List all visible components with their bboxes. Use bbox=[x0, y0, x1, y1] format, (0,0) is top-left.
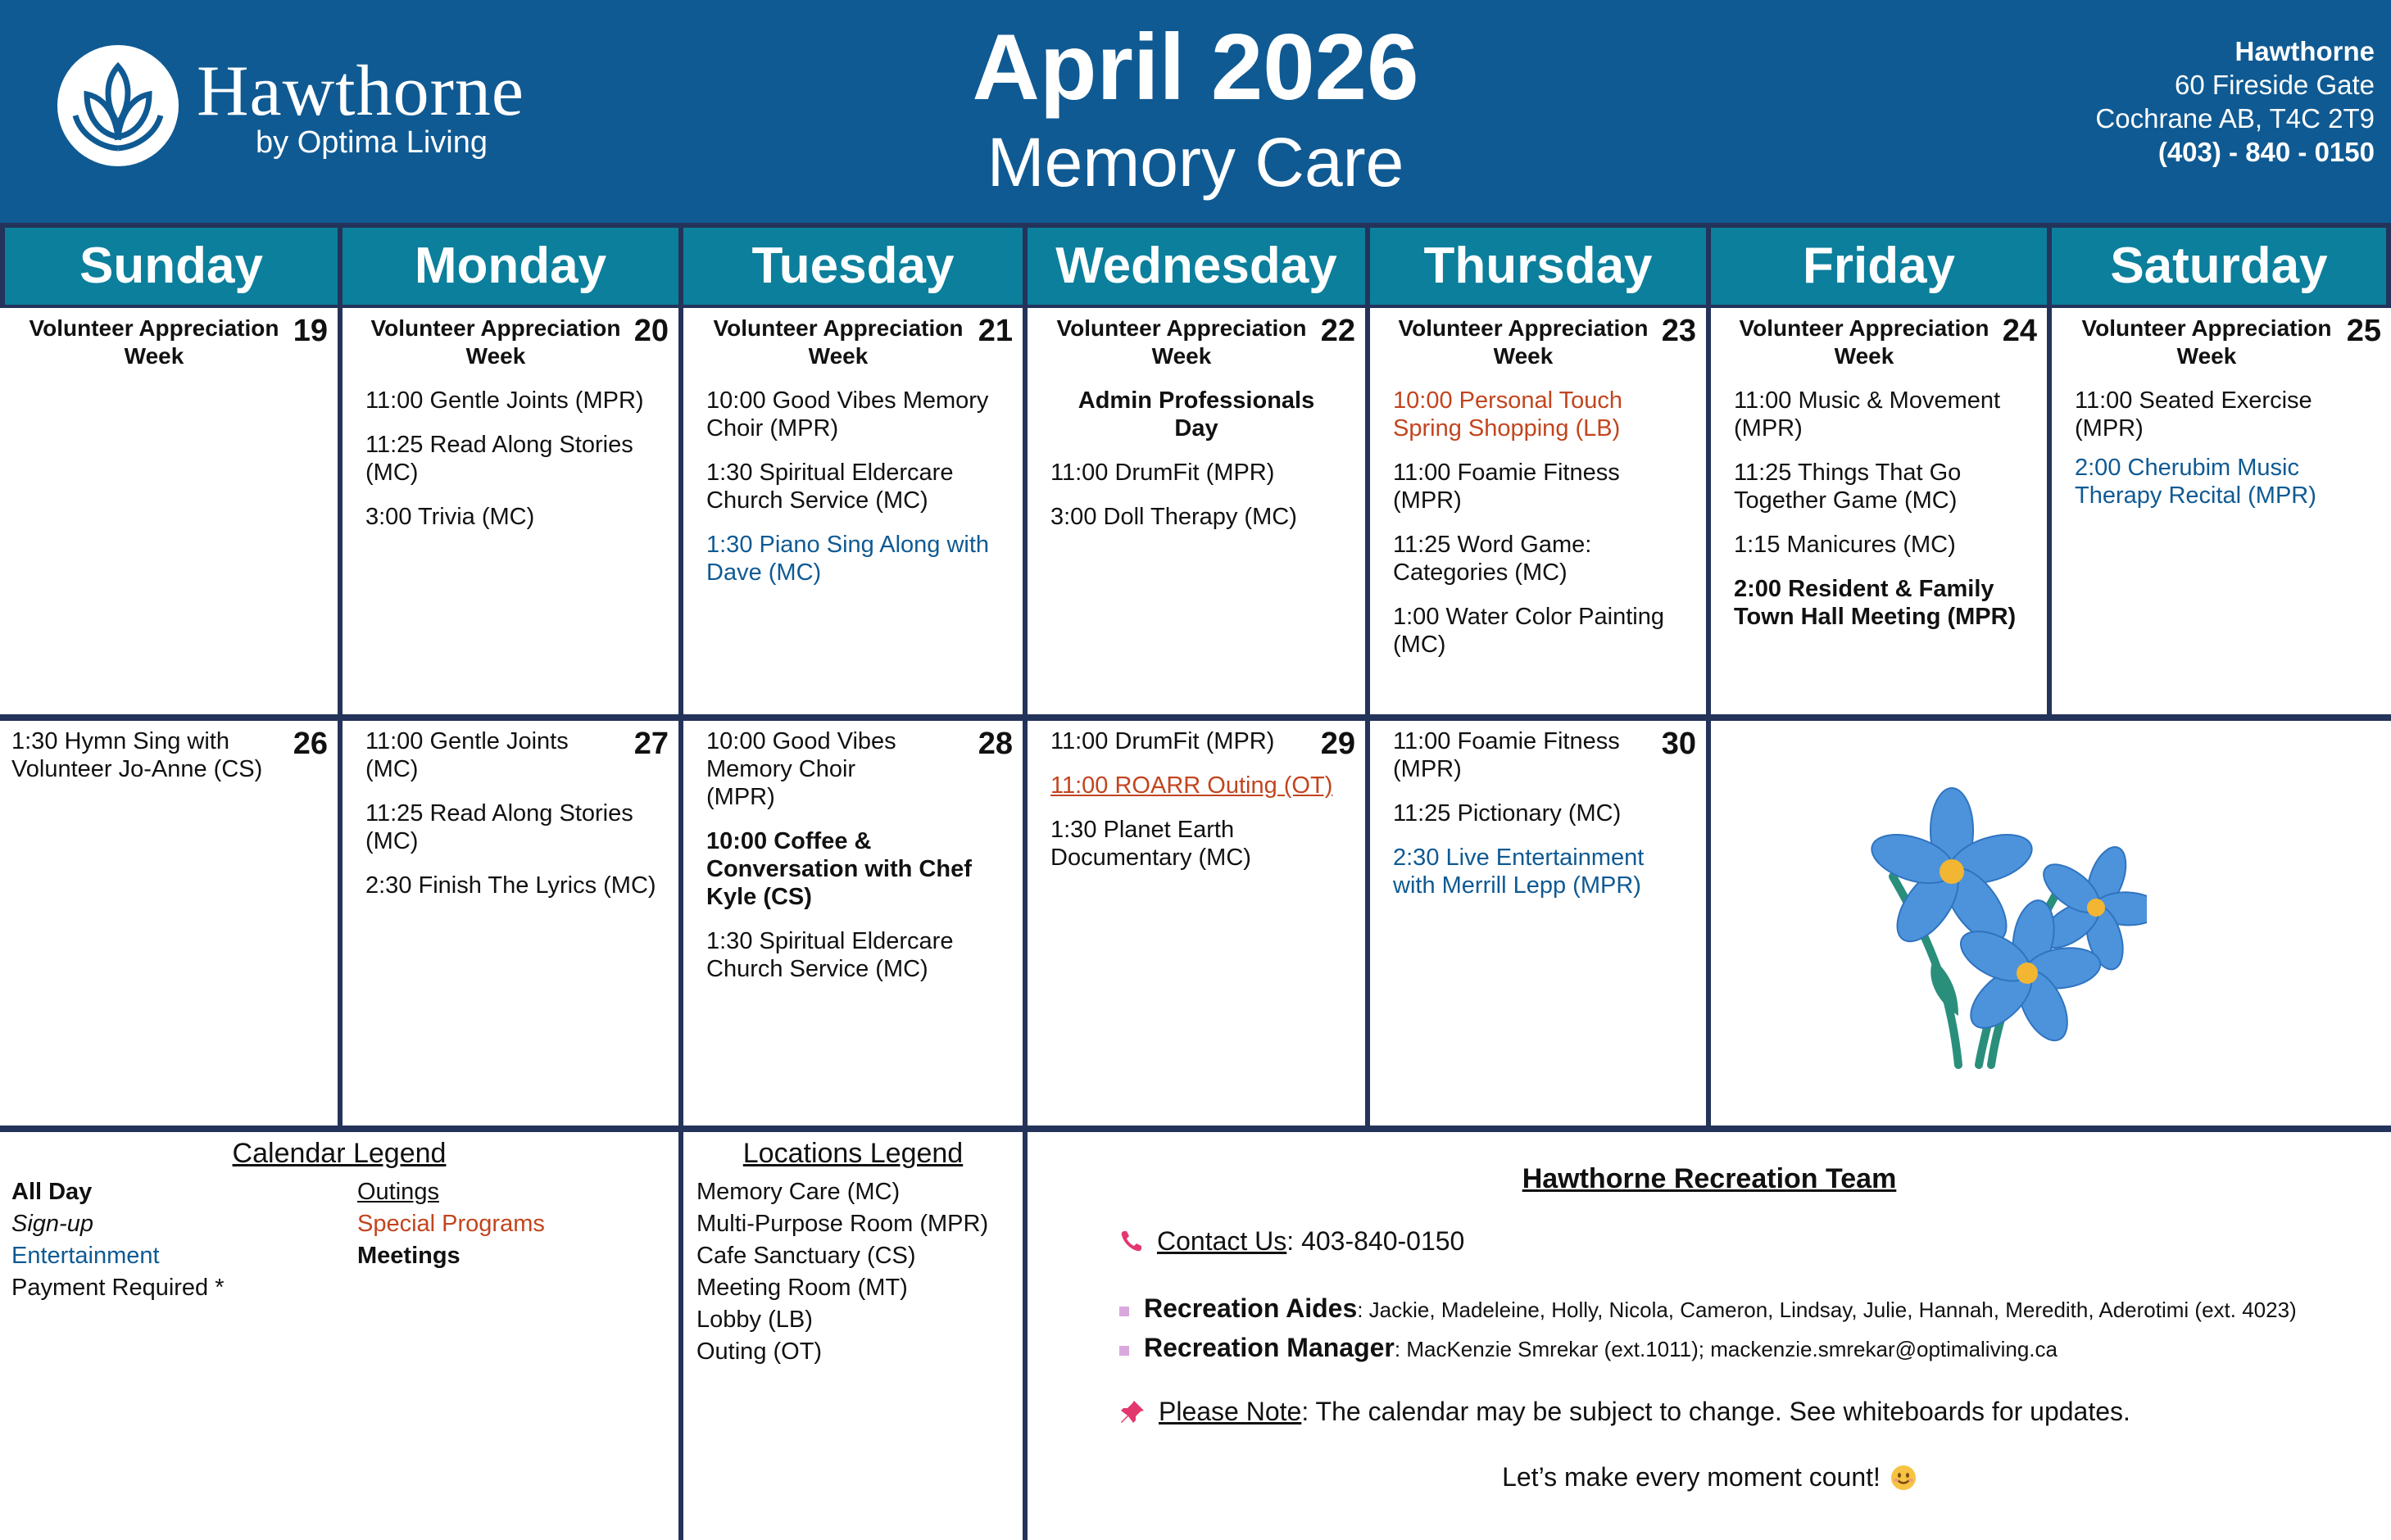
calendar-legend-title: Calendar Legend bbox=[232, 1138, 447, 1169]
contact-address-block bbox=[2095, 34, 2375, 169]
day-number: 27 bbox=[633, 727, 669, 761]
day-number: 23 bbox=[1661, 314, 1696, 348]
aides-label: Recreation Aides bbox=[1144, 1293, 1358, 1323]
weekday-saturday: Saturday bbox=[2052, 228, 2386, 305]
day-theme: Volunteer Appreciation Week bbox=[370, 315, 621, 369]
event-item: 11:00 Seated Exercise (MPR) bbox=[2075, 387, 2312, 442]
team-manager-line bbox=[1119, 1334, 2058, 1363]
blue-flowers-illustration bbox=[1835, 770, 2147, 1081]
day-theme: Volunteer Appreciation Week bbox=[2081, 315, 2332, 369]
note-value: : The calendar may be subject to change. See whiteboards for updates. bbox=[1301, 1397, 2130, 1426]
event-item: 3:00 Doll Therapy (MC) bbox=[1050, 504, 1297, 530]
day-cell-24 bbox=[1711, 308, 2047, 714]
event-item: 11:25 Things That Go Together Game (MC) bbox=[1734, 460, 1962, 514]
event-item: 11:00 Gentle Joints (MPR) bbox=[365, 387, 644, 414]
day-number: 25 bbox=[2346, 314, 2381, 348]
event-item: 11:00 DrumFit (MPR) bbox=[1050, 728, 1275, 754]
event-item: 11:00 Foamie Fitness (MPR) bbox=[1393, 728, 1620, 782]
event-item: 1:00 Water Color Painting (MC) bbox=[1393, 604, 1664, 658]
event-item: 11:00 Foamie Fitness (MPR) bbox=[1393, 460, 1620, 514]
brand-name: Hawthorne bbox=[197, 52, 524, 131]
recreation-team-panel bbox=[1028, 1132, 2391, 1540]
event-item: 1:30 Planet Earth Documentary (MC) bbox=[1050, 817, 1251, 871]
location-item: Multi-Purpose Room (MPR) bbox=[696, 1211, 989, 1237]
weekday-header-row bbox=[0, 223, 2391, 308]
day-cell-23 bbox=[1370, 308, 1706, 714]
day-cell-26 bbox=[0, 721, 338, 1126]
location-item: Outing (OT) bbox=[696, 1338, 823, 1365]
event-item-special: 10:00 Personal Touch Spring Shopping (LB) bbox=[1393, 387, 1623, 442]
location-item: Meeting Room (MT) bbox=[696, 1275, 908, 1301]
square-bullet-icon bbox=[1119, 1346, 1129, 1356]
contact-city: Cochrane AB, T4C 2T9 bbox=[2095, 103, 2375, 134]
day-cell-25 bbox=[2052, 308, 2391, 714]
day-number: 30 bbox=[1661, 727, 1696, 761]
event-item: 1:15 Manicures (MC) bbox=[1734, 532, 1956, 558]
closing-text: Let’s make every moment count! bbox=[1502, 1462, 1881, 1492]
legend-meetings: Meetings bbox=[357, 1243, 461, 1269]
event-all-day: Admin Professionals Day bbox=[1078, 387, 1315, 442]
day-cell-20 bbox=[343, 308, 678, 714]
header-banner bbox=[0, 0, 2391, 223]
day-theme: Volunteer Appreciation Week bbox=[29, 315, 279, 369]
calendar-legend bbox=[0, 1132, 678, 1540]
day-cell-30 bbox=[1370, 721, 1706, 1126]
event-item: 11:00 Music & Movement (MPR) bbox=[1734, 387, 2001, 442]
day-number: 29 bbox=[1320, 727, 1355, 761]
contact-street: 60 Fireside Gate bbox=[2175, 70, 2375, 100]
event-item-entertainment: 2:00 Cherubim Music Therapy Recital (MPR) bbox=[2075, 455, 2316, 509]
team-title: Hawthorne Recreation Team bbox=[1522, 1163, 1897, 1194]
day-theme: Volunteer Appreciation Week bbox=[1056, 315, 1307, 369]
event-item: 3:00 Trivia (MC) bbox=[365, 504, 535, 530]
phone-icon bbox=[1119, 1229, 1144, 1253]
day-number: 19 bbox=[293, 314, 328, 348]
manager-label: Recreation Manager bbox=[1144, 1333, 1395, 1362]
closing-line bbox=[1028, 1463, 2391, 1491]
event-item: 11:25 Read Along Stories (MC) bbox=[365, 800, 633, 854]
weekday-friday: Friday bbox=[1711, 228, 2047, 305]
locations-legend-title: Locations Legend bbox=[742, 1138, 964, 1169]
day-number: 22 bbox=[1320, 314, 1355, 348]
event-item-meeting: 2:00 Resident & Family Town Hall Meeting (MPR) bbox=[1734, 576, 2017, 630]
contact-name: Hawthorne bbox=[2234, 36, 2375, 66]
day-theme: Volunteer Appreciation Week bbox=[1398, 315, 1649, 369]
event-item: 2:30 Finish The Lyrics (MC) bbox=[365, 872, 656, 899]
calendar-subtitle: Memory Care bbox=[987, 124, 1404, 201]
square-bullet-icon bbox=[1119, 1307, 1129, 1316]
team-aides-line bbox=[1119, 1294, 2297, 1324]
locations-legend bbox=[683, 1132, 1023, 1540]
day-cell-28 bbox=[683, 721, 1023, 1126]
weekday-tuesday: Tuesday bbox=[683, 228, 1023, 305]
weekday-thursday: Thursday bbox=[1370, 228, 1706, 305]
day-theme: Volunteer Appreciation Week bbox=[713, 315, 964, 369]
contact-us-label: Contact Us bbox=[1157, 1226, 1287, 1256]
location-item: Cafe Sanctuary (CS) bbox=[696, 1243, 916, 1269]
note-label: Please Note bbox=[1159, 1397, 1302, 1426]
day-theme: Volunteer Appreciation Week bbox=[1739, 315, 1989, 369]
day-number: 20 bbox=[633, 314, 669, 348]
contact-phone: (403) - 840 - 0150 bbox=[2157, 137, 2375, 167]
day-cell-19 bbox=[0, 308, 338, 714]
event-item: 1:30 Spiritual Eldercare Church Service (MC) bbox=[706, 928, 954, 982]
calendar-title: April 2026 bbox=[972, 16, 1419, 120]
day-number: 28 bbox=[978, 727, 1013, 761]
day-cell-27 bbox=[343, 721, 678, 1126]
day-cell-21 bbox=[683, 308, 1023, 714]
event-item: 11:00 Gentle Joints (MC) bbox=[365, 728, 569, 782]
legend-special-programs: Special Programs bbox=[357, 1211, 545, 1237]
day-number: 21 bbox=[978, 314, 1013, 348]
brand-tagline: by Optima Living bbox=[256, 125, 488, 160]
legend-entertainment: Entertainment bbox=[11, 1243, 160, 1269]
event-item: 11:25 Word Game: Categories (MC) bbox=[1393, 532, 1592, 586]
event-item: 1:30 Spiritual Eldercare Church Service (MC) bbox=[706, 460, 954, 514]
event-item: 11:25 Pictionary (MC) bbox=[1393, 800, 1622, 827]
weekday-monday: Monday bbox=[343, 228, 678, 305]
day-number: 26 bbox=[293, 727, 328, 761]
day-number: 24 bbox=[2002, 314, 2037, 348]
pushpin-icon bbox=[1119, 1399, 1146, 1425]
legend-all-day: All Day bbox=[11, 1179, 93, 1205]
team-contact-line bbox=[1119, 1227, 1464, 1255]
weekday-sunday: Sunday bbox=[5, 228, 338, 305]
event-item-entertainment: 1:30 Piano Sing Along with Dave (MC) bbox=[706, 532, 990, 586]
aides-value: : Jackie, Madeleine, Holly, Nicola, Cameron, Lindsay, Julie, Hannah, Meredith, Aderotimi (ext. 4023) bbox=[1357, 1298, 2297, 1322]
day-cell-29 bbox=[1028, 721, 1365, 1126]
event-item-entertainment: 2:30 Live Entertainment with Merrill Lepp (MPR) bbox=[1393, 845, 1645, 899]
event-item-outing: 11:00 ROARR Outing (OT) bbox=[1050, 772, 1333, 799]
day-cell-22 bbox=[1028, 308, 1365, 714]
location-item: Memory Care (MC) bbox=[696, 1179, 901, 1205]
location-item: Lobby (LB) bbox=[696, 1307, 813, 1333]
legend-signup: Sign-up bbox=[11, 1211, 93, 1237]
event-item-signup: 10:00 Coffee & Conversation with Chef Kyle (CS) bbox=[706, 828, 972, 910]
event-item: 11:25 Read Along Stories (MC) bbox=[365, 432, 633, 486]
event-item: 10:00 Good Vibes Memory Choir (MPR) bbox=[706, 387, 989, 442]
manager-value: : MacKenzie Smrekar (ext.1011); mackenzie.smrekar@optimaliving.ca bbox=[1394, 1337, 2058, 1361]
legend-payment-required: Payment Required * bbox=[11, 1275, 225, 1301]
smiley-icon bbox=[1890, 1465, 1917, 1491]
contact-us-value: : 403-840-0150 bbox=[1286, 1226, 1465, 1256]
event-item: 1:30 Hymn Sing with Volunteer Jo-Anne (CS) bbox=[11, 728, 263, 782]
weekday-wednesday: Wednesday bbox=[1028, 228, 1365, 305]
team-note-line bbox=[1119, 1397, 2130, 1425]
legend-outings: Outings bbox=[357, 1179, 439, 1205]
event-item: 11:00 DrumFit (MPR) bbox=[1050, 460, 1275, 486]
event-item: 10:00 Good Vibes Memory Choir (MPR) bbox=[706, 728, 896, 810]
